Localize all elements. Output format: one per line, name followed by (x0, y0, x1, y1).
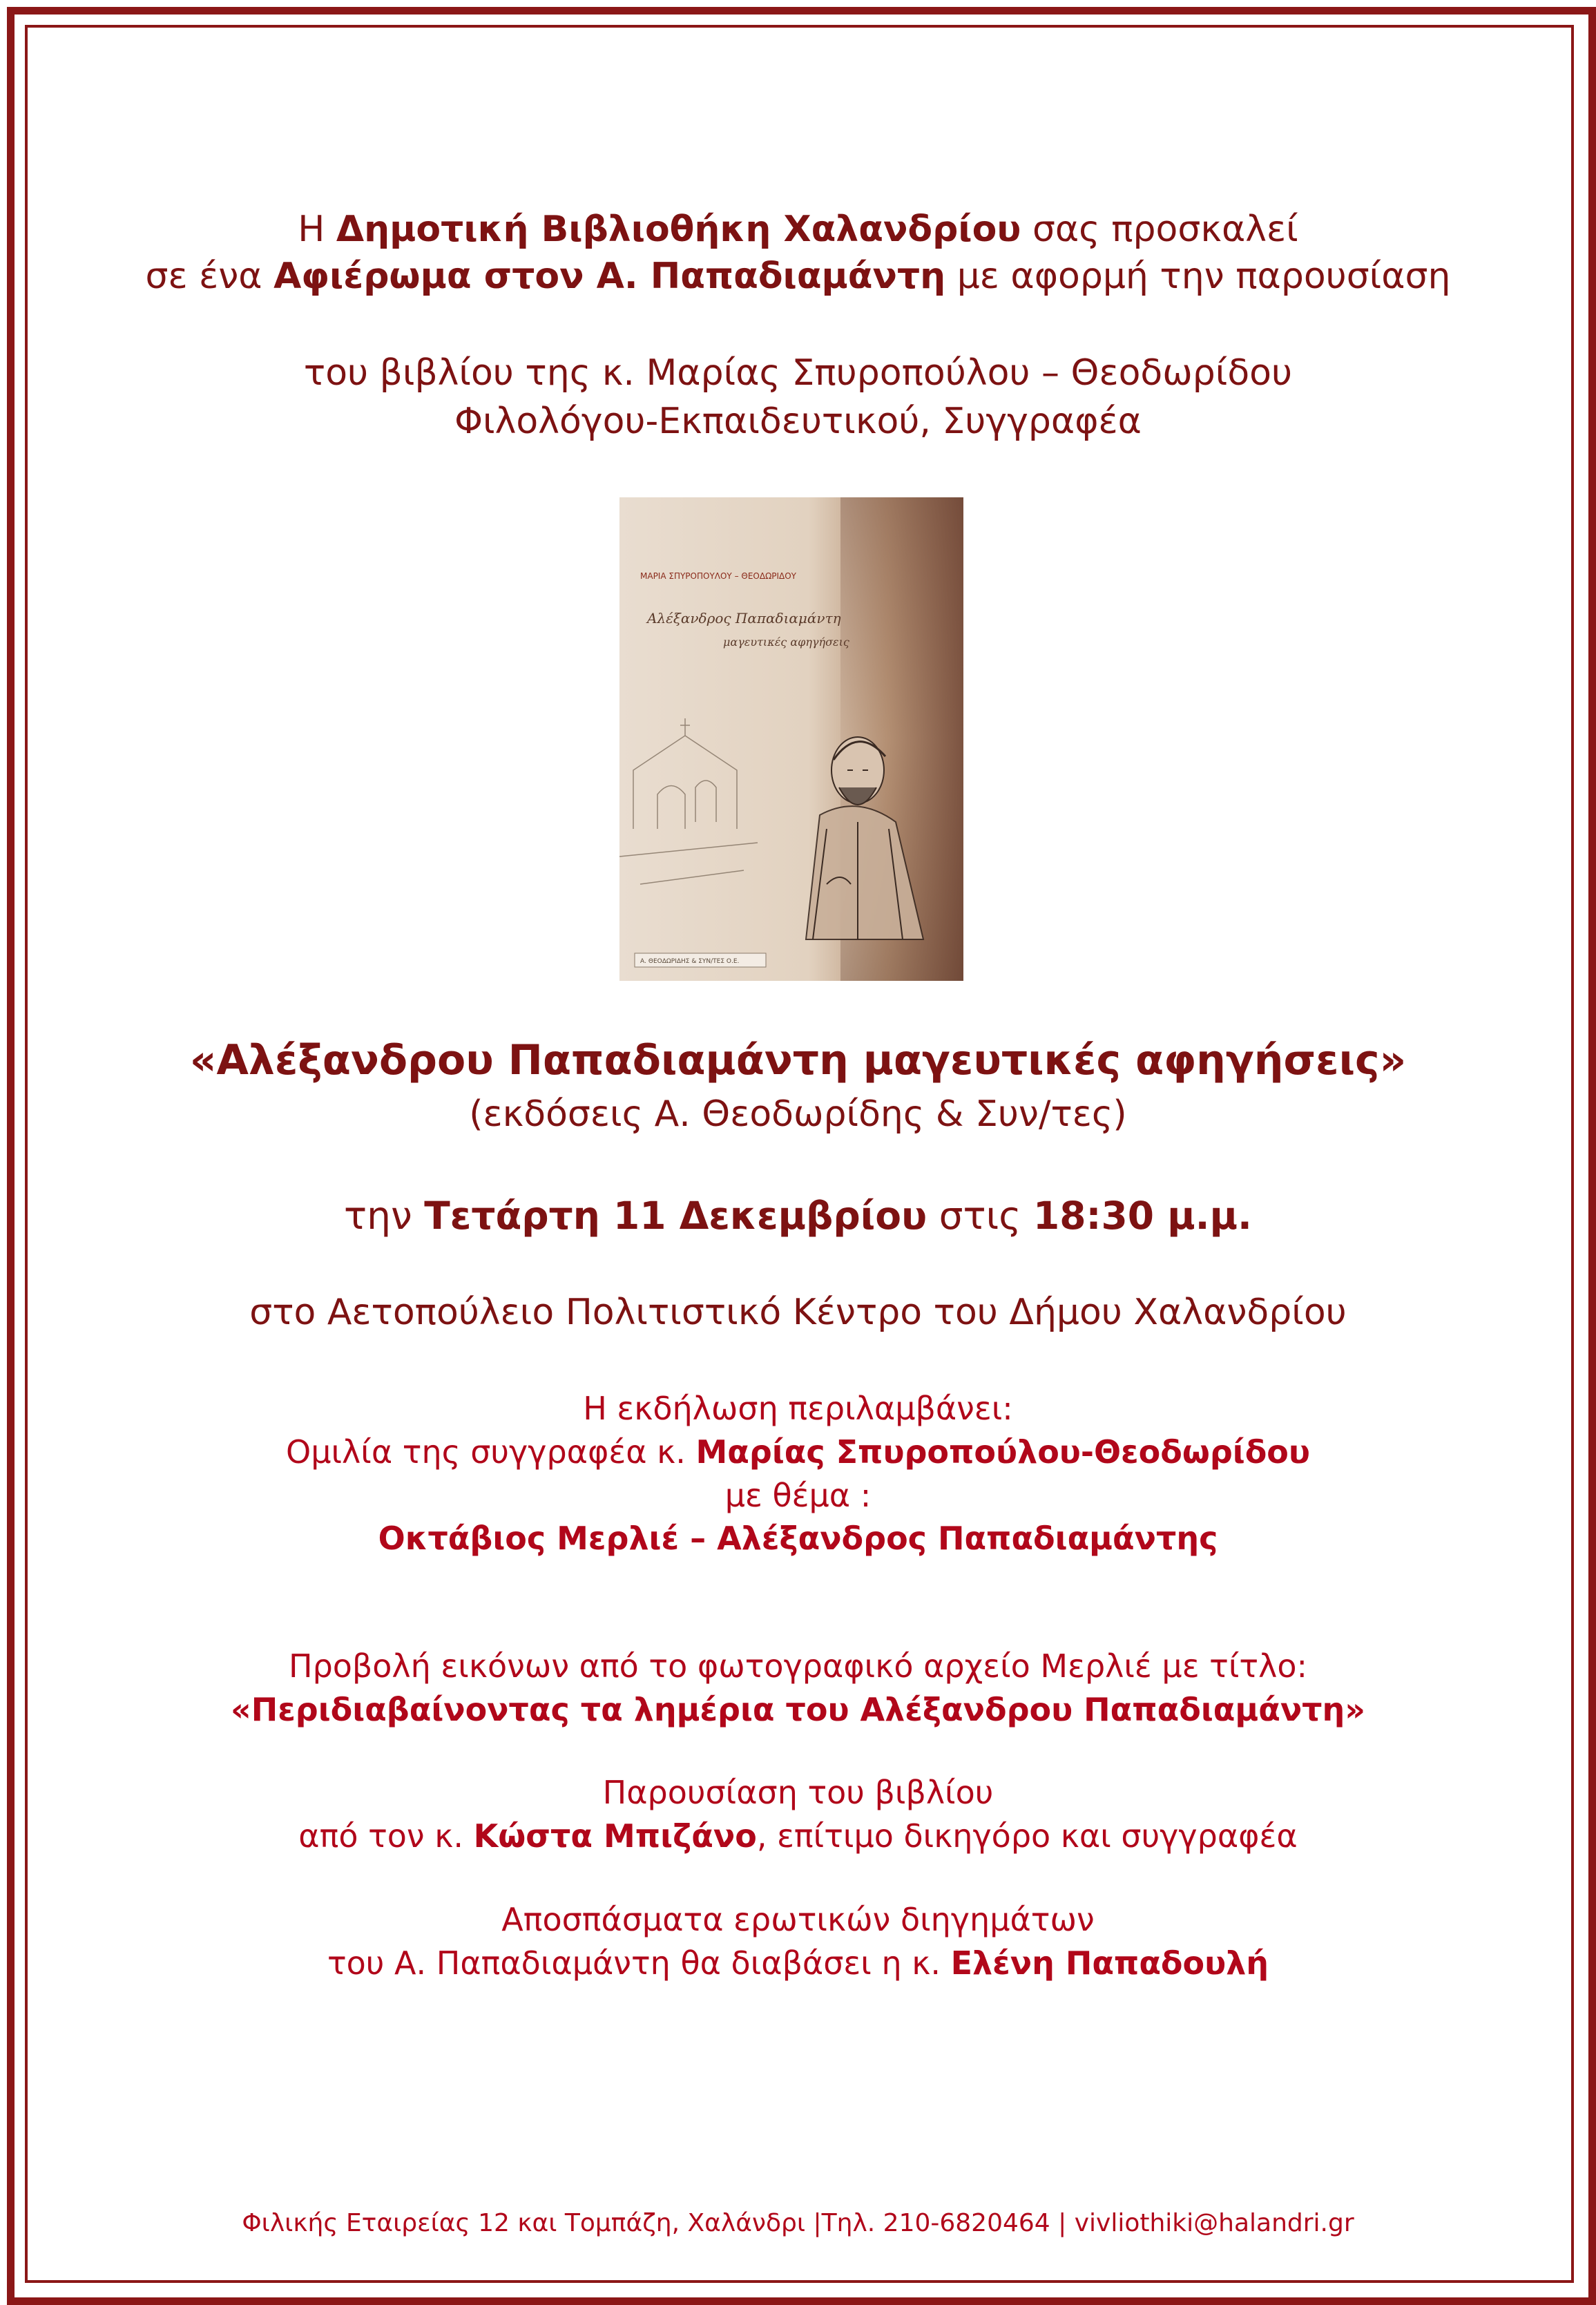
program-topic-label: με θέμα : (724, 1477, 872, 1514)
program-heading: Η εκδήλωση περιλαμβάνει: (583, 1390, 1013, 1427)
library-name: Δημοτική Βιβλιοθήκη Χαλανδρίου (336, 209, 1021, 250)
program-excerpts: Αποσπάσματα ερωτικών διηγημάτων (501, 1901, 1095, 1938)
program-presentation: Παρουσίαση του βιβλίου (602, 1774, 994, 1811)
program-topic: Οκτάβιος Μερλιέ – Αλέξανδρος Παπαδιαμάντης (378, 1520, 1218, 1557)
intro-line-3: του βιβλίου της κ. Μαρίας Σπυροπούλου – Θεοδωρίδου (303, 352, 1293, 394)
program-reader: του Α. Παπαδιαμάντη θα διαβάσει η κ. Ελένη Παπαδουλή (327, 1944, 1269, 1982)
program-projection: Προβολή εικόνων από το φωτογραφικό αρχείο Μερλιέ με τίτλο: (288, 1647, 1307, 1685)
book-cover-image (619, 497, 963, 981)
book-publisher: (εκδόσεις Α. Θεοδωρίδης & Συν/τες) (469, 1093, 1127, 1135)
cover-publisher: Α. ΘΕΟΔΩΡΙΔΗΣ & ΣΥΝ/ΤΕΣ Ο.Ε. (640, 958, 740, 965)
event-day: Τετάρτη 11 Δεκεμβρίου (424, 1194, 927, 1238)
intro-line-2: σε ένα Αφιέρωμα στον Α. Παπαδιαμάντη με αφορμή την παρουσίαση (145, 256, 1451, 297)
cover-title-1: Αλέξανδρος Παπαδιαμάντη (647, 610, 841, 627)
speaker-name: Μαρίας Σπυροπούλου-Θεοδωρίδου (695, 1433, 1310, 1471)
intro-line-1: Η Δημοτική Βιβλιοθήκη Χαλανδρίου σας προσκαλεί (298, 209, 1298, 250)
program-presenter: από τον κ. Κώστα Μπιζάνο, επίτιμο δικηγόρο και συγγραφέα (298, 1817, 1298, 1855)
reader-name: Ελένη Παπαδουλή (950, 1944, 1269, 1982)
program-speech: Ομιλία της συγγραφέα κ. Μαρίας Σπυροπούλου-Θεοδωρίδου (286, 1433, 1310, 1471)
intro-line-4: Φιλολόγου-Εκπαιδευτικού, Συγγραφέα (454, 401, 1142, 442)
cover-author: ΜΑΡΙΑ ΣΠΥΡΟΠΟΥΛΟΥ – ΘΕΟΔΩΡΙΔΟΥ (640, 571, 797, 581)
presenter-name: Κώστα Μπιζάνο (473, 1817, 757, 1855)
footer-contact: Φιλικής Εταιρείας 12 και Τομπάζη, Χαλάνδρι |Τηλ. 210-6820464 | vivliothiki@halandri.gr (242, 2209, 1354, 2237)
book-title: «Αλέξανδρου Παπαδιαμάντη μαγευτικές αφηγήσεις» (189, 1036, 1407, 1084)
program-projection-title: «Περιδιαβαίνοντας τα λημέρια του Αλέξανδρου Παπαδιαμάντη» (230, 1691, 1366, 1728)
cover-title-2: μαγευτικές αφηγήσεις (723, 635, 849, 649)
event-date: την Τετάρτη 11 Δεκεμβρίου στις 18:30 μ.μ. (344, 1194, 1252, 1238)
tribute-title: Αφιέρωμα στον Α. Παπαδιαμάντη (273, 256, 946, 297)
event-venue: στο Αετοπούλειο Πολιτιστικό Κέντρο του Δήμου Χαλανδρίου (249, 1292, 1347, 1333)
event-time: 18:30 μ.μ. (1032, 1194, 1252, 1238)
